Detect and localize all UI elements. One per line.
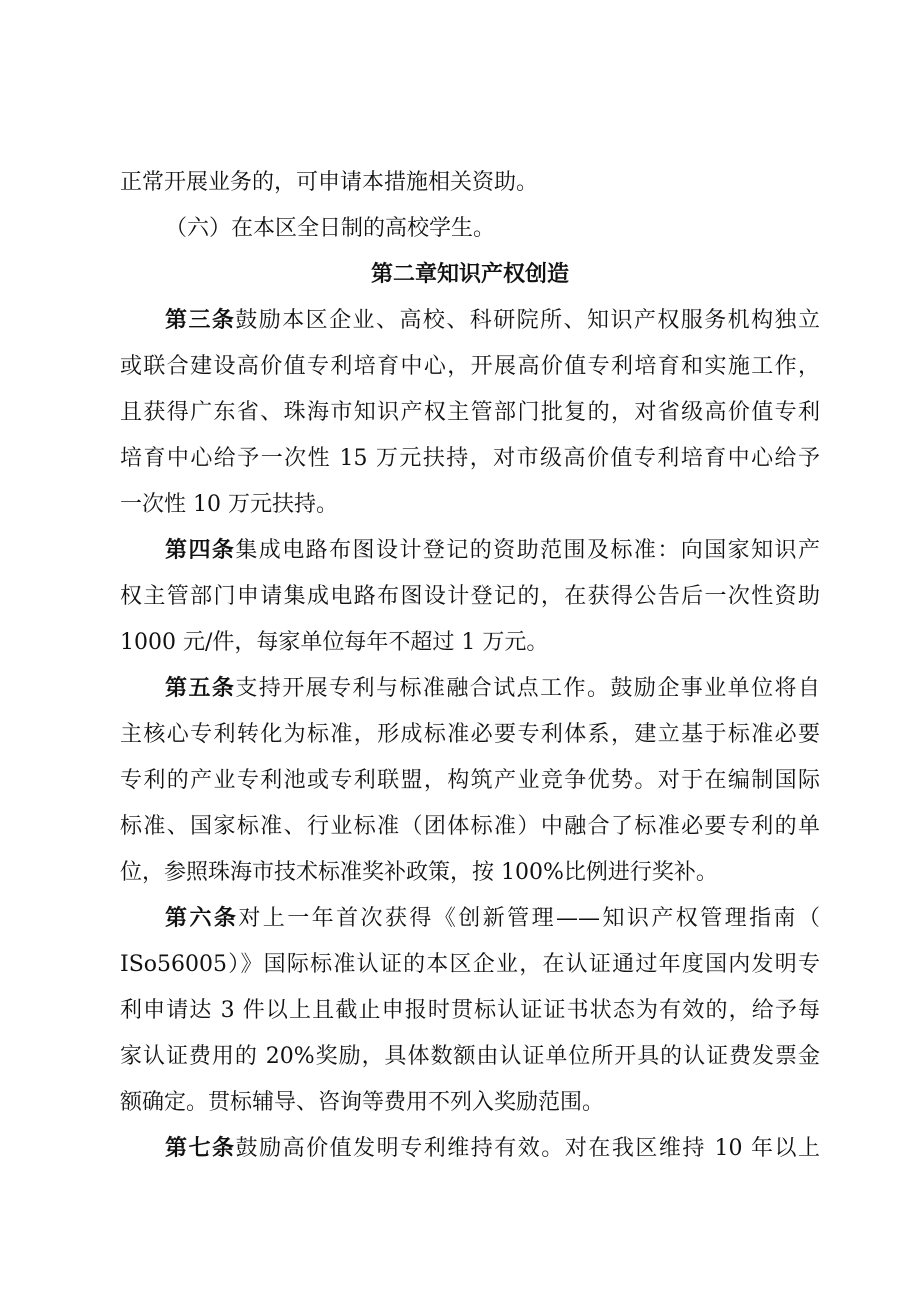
text-line bbox=[120, 1126, 820, 1172]
line-text: 权主管部门申请集成电路布图设计登记的，在获得公告后一次性资助 bbox=[120, 584, 820, 609]
article-number: 第五条 bbox=[165, 676, 236, 701]
line-text: 1000 元/件，每家单位每年不超过 1 万元。 bbox=[120, 630, 549, 655]
text-line bbox=[120, 574, 820, 620]
article-number: 第七条 bbox=[165, 1136, 236, 1161]
text-line bbox=[120, 160, 820, 206]
text-line bbox=[120, 1034, 820, 1080]
text-line bbox=[120, 942, 820, 988]
text-line bbox=[120, 528, 820, 574]
text-line bbox=[120, 206, 820, 252]
line-text: 且获得广东省、珠海市知识产权主管部门批复的，对省级高价值专利 bbox=[120, 400, 820, 425]
text-line bbox=[120, 620, 820, 666]
line-text: 主核心专利转化为标准，形成标准必要专利体系，建立基于标准必要 bbox=[120, 722, 820, 747]
text-line bbox=[120, 850, 820, 896]
text-line bbox=[120, 436, 820, 482]
text-line bbox=[120, 1080, 820, 1126]
line-text: ISo56005）》国际标准认证的本区企业，在认证通过年度国内发明专 bbox=[120, 952, 820, 977]
line-text: 一次性 10 万元扶持。 bbox=[120, 492, 338, 517]
paragraph bbox=[120, 528, 820, 666]
paragraph bbox=[120, 1126, 820, 1172]
text-line bbox=[120, 344, 820, 390]
line-text: 鼓励高价值发明专利维持有效。对在我区维持 10 年以上 bbox=[235, 1136, 820, 1161]
paragraph bbox=[120, 298, 820, 528]
text-line bbox=[120, 712, 820, 758]
text-line: 第二章知识产权创造 bbox=[370, 262, 569, 287]
article-number: 第四条 bbox=[165, 538, 236, 563]
text-line bbox=[120, 758, 820, 804]
line-text: 标准、国家标准、行业标准（团体标准）中融合了标准必要专利的单 bbox=[120, 814, 820, 839]
line-text: （六）在本区全日制的高校学生。 bbox=[165, 216, 496, 241]
paragraph bbox=[120, 666, 820, 896]
chapter-heading bbox=[120, 252, 820, 298]
line-text: 正常开展业务的，可申请本措施相关资助。 bbox=[120, 170, 539, 195]
text-line bbox=[120, 896, 820, 942]
line-text: 支持开展专利与标准融合试点工作。鼓励企事业单位将自 bbox=[235, 676, 820, 701]
text-line bbox=[120, 482, 820, 528]
text-line bbox=[120, 298, 820, 344]
text-line bbox=[120, 666, 820, 712]
paragraph bbox=[120, 896, 820, 1126]
text-line bbox=[120, 988, 820, 1034]
line-text: 额确定。贯标辅导、咨询等费用不列入奖励范围。 bbox=[120, 1090, 605, 1115]
text-line bbox=[120, 390, 820, 436]
line-text: 对上一年首次获得《创新管理——知识产权管理指南（ bbox=[238, 906, 820, 931]
document-page bbox=[120, 160, 820, 1172]
line-text: 利申请达 3 件以上且截止申报时贯标认证证书状态为有效的，给予每 bbox=[120, 998, 820, 1023]
line-text: 培育中心给予一次性 15 万元扶持，对市级高价值专利培育中心给予 bbox=[120, 446, 820, 471]
line-text: 鼓励本区企业、高校、科研院所、知识产权服务机构独立 bbox=[235, 308, 820, 333]
line-text: 位，参照珠海市技术标准奖补政策，按 100%比例进行奖补。 bbox=[120, 860, 718, 885]
paragraph bbox=[120, 160, 820, 206]
line-text: 集成电路布图设计登记的资助范围及标准：向国家知识产 bbox=[235, 538, 820, 563]
line-text: 专利的产业专利池或专利联盟，构筑产业竞争优势。对于在编制国际 bbox=[120, 768, 820, 793]
line-text: 家认证费用的 20%奖励，具体数额由认证单位所开具的认证费发票金 bbox=[120, 1044, 820, 1069]
article-number: 第三条 bbox=[165, 308, 236, 333]
paragraph bbox=[120, 206, 820, 252]
text-line bbox=[120, 804, 820, 850]
line-text: 或联合建设高价值专利培育中心，开展高价值专利培育和实施工作， bbox=[120, 354, 820, 379]
article-number: 第六条 bbox=[165, 906, 239, 931]
